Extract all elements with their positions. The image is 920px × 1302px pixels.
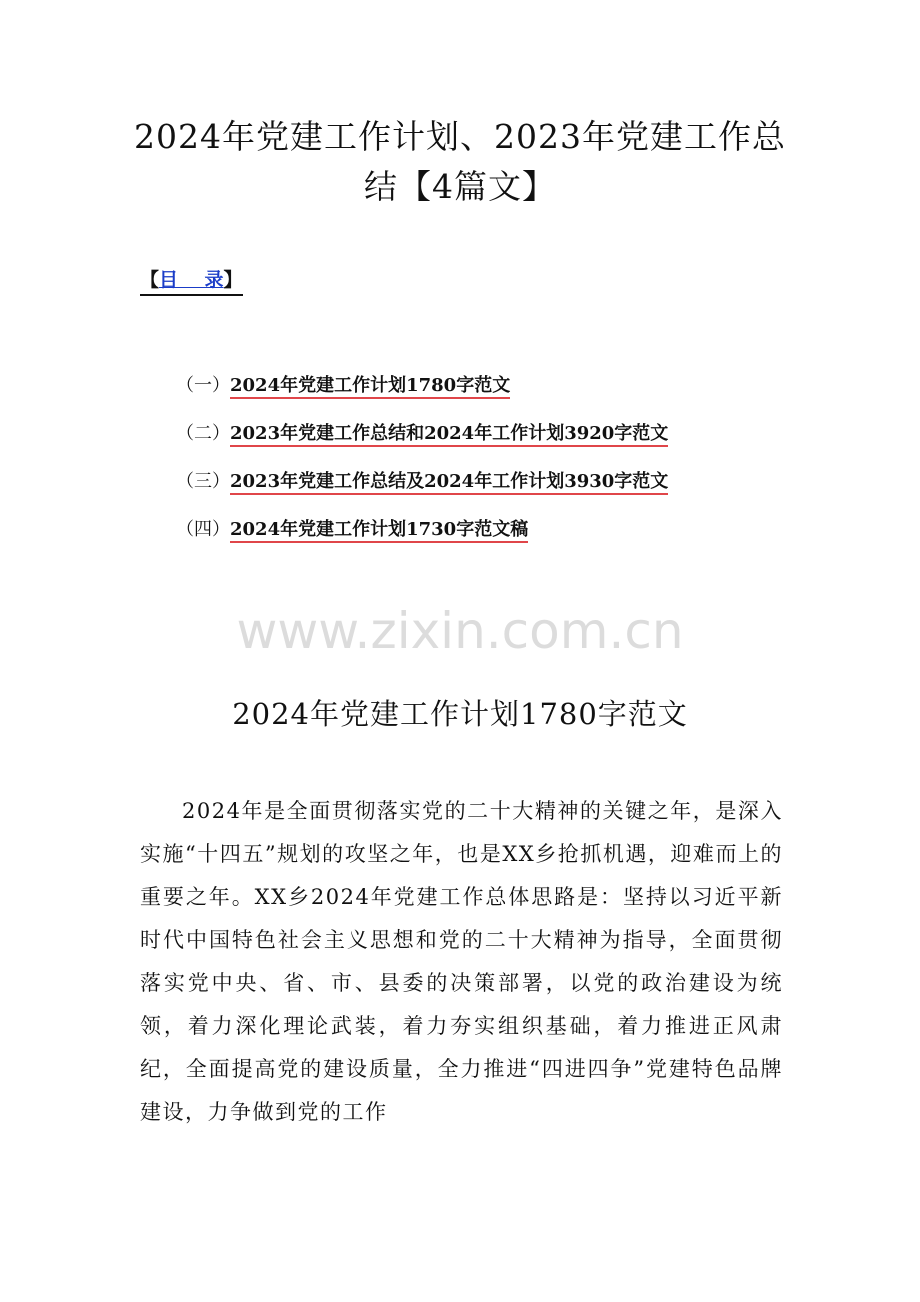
toc-item-number: （四） xyxy=(176,519,230,540)
toc-item-number: （一） xyxy=(176,375,230,396)
toc-item xyxy=(176,410,668,458)
toc-item-link[interactable]: 2024年党建工作计划1730字范文稿 xyxy=(230,519,528,543)
toc-item-link[interactable]: 2023年党建工作总结及2024年工作计划3930字范文 xyxy=(230,471,668,495)
toc-heading-text: 目 录 xyxy=(159,269,224,291)
toc-item-link[interactable]: 2024年党建工作计划1780字范文 xyxy=(230,375,510,399)
toc-heading[interactable] xyxy=(140,265,243,296)
section-paragraph: 2024年是全面贯彻落实党的二十大精神的关键之年，是深入实施“十四五”规划的攻坚之年，也是XX乡抢抓机遇，迎难而上的重要之年。XX乡2024年党建工作总体思路是：坚持以习近平新时代中国特色社会主义思想和党的二十大精神为指导，全面贯彻落实党中央、省、市、县委的决策部署，以党的政治建设为统领，着力深化理论武装，着力夯实组织基础，着力推进正风肃纪，全面提高党的建设质量，全力推进“四进四争”党建特色品牌建设，力争做到党的工作 xyxy=(140,799,783,1124)
toc-item-number: （二） xyxy=(176,423,230,444)
toc-item-link[interactable]: 2023年党建工作总结和2024年工作计划3920字范文 xyxy=(230,423,668,447)
toc-heading-open-bracket: 【 xyxy=(140,269,160,291)
toc-list xyxy=(176,362,668,554)
toc-item xyxy=(176,458,668,506)
toc-item xyxy=(176,506,668,554)
toc-heading-close-bracket: 】 xyxy=(223,269,243,291)
watermark: www.zixin.com.cn xyxy=(236,602,684,660)
section-title: 2024年党建工作计划1780字范文 xyxy=(232,697,688,731)
document-title: 2024年党建工作计划、2023年党建工作总结【4篇文】 xyxy=(134,117,786,206)
toc-item xyxy=(176,362,668,410)
toc-item-number: （三） xyxy=(176,471,230,492)
